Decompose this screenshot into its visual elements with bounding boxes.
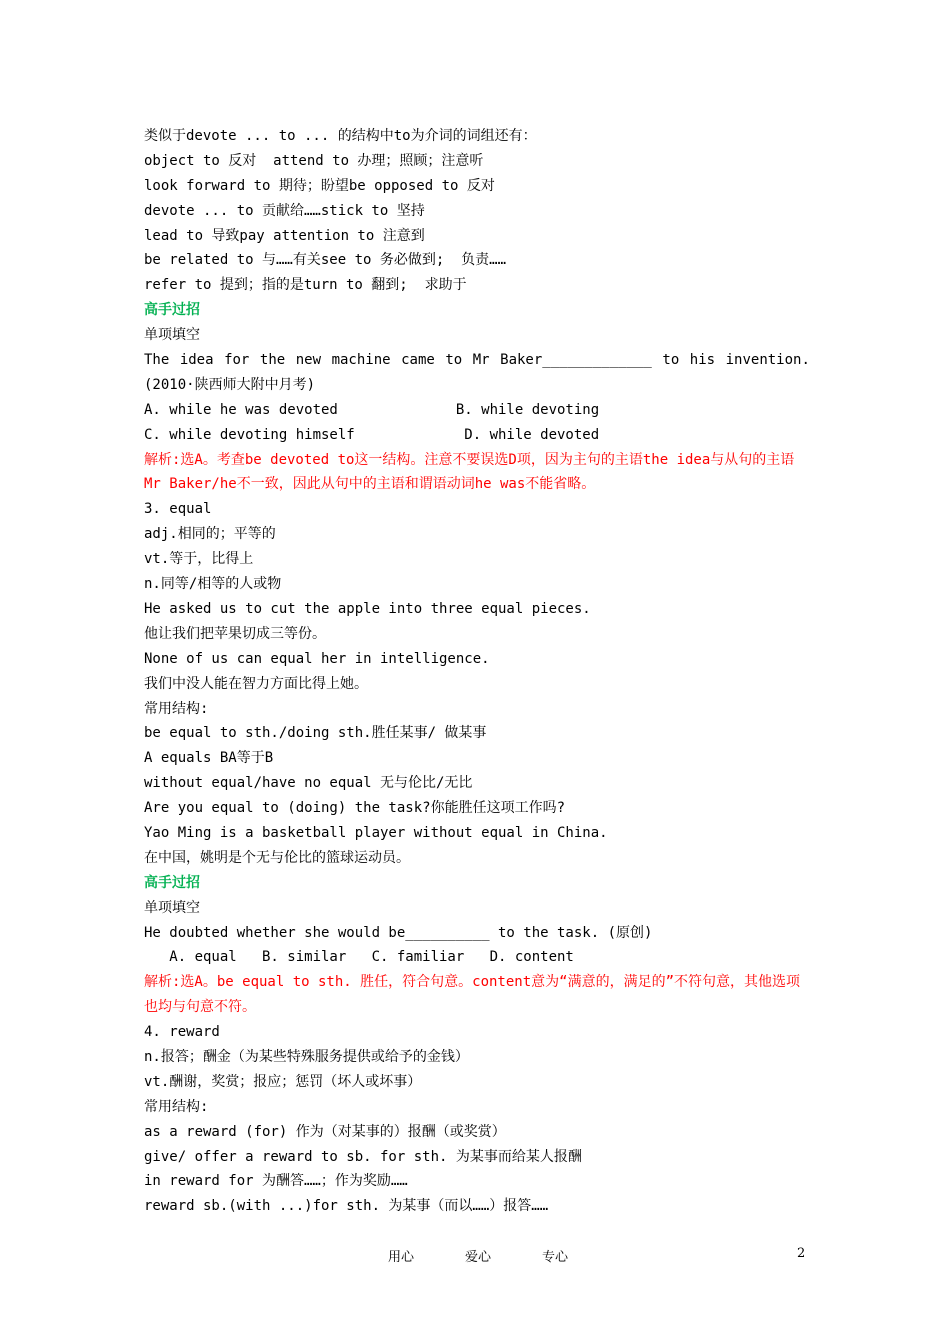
text-line: reward sb.(with ...)for sth. 为某事（而以……）报答…… [144,1198,549,1215]
text-line: A equals BA等于B [144,750,274,767]
word: Mr [472,352,490,369]
word: the [259,352,286,369]
footer-motto [388,1246,568,1265]
footer-word-3: 专心 [541,1250,568,1265]
text-line: as a reward (for) 作为（对某事的）报酬（或奖赏） [144,1123,506,1140]
section-heading: 高手过招 [144,874,200,891]
footer-word-1: 用心 [388,1250,415,1265]
text-line: Are you equal to (doing) the task?你能胜任这项工作吗? [144,800,566,817]
word: Baker_____________ [500,352,652,369]
text-line: (2010·陕西师大附中月考) [144,376,316,393]
word: new [295,352,322,369]
text-line: object to 反对 attend to 办理；照顾；注意听 [144,152,484,169]
question-text [144,348,810,373]
text-line: look forward to 期待；盼望be opposed to 反对 [144,177,495,194]
text-line: He doubted whether she would be__________ to the task. (原创) [144,924,653,941]
text-line: 他让我们把苹果切成三等份。 [144,625,326,642]
text-line: 单项填空 [144,899,200,916]
text-line: refer to 提到；指的是turn to 翻到; 求助于 [144,277,467,294]
text-line: lead to 导致pay attention to 注意到 [144,227,425,244]
text-line: vt.酬谢，奖赏；报应；惩罚（坏人或坏事） [144,1073,422,1090]
text-line: 类似于devote ... to ... 的结构中to为介词的词组还有： [144,128,537,144]
text-line: 常用结构: [144,1098,209,1115]
text-line: Yao Ming is a basketball player without equal in China. [144,824,608,841]
text-line: be related to 与……有关see to 务必做到; 负责…… [144,252,507,269]
text-line: 常用结构: [144,700,209,717]
text-line: C. while devoting himself D. while devoted [144,426,600,443]
text-line: 单项填空 [144,327,200,344]
word: machine [331,352,391,369]
text-line: 4. reward [144,1024,220,1041]
page-content [144,124,810,1219]
text-line: give/ offer a reward to sb. for sth. 为某事而给某人报酬 [144,1148,582,1165]
footer-word-2: 爱心 [464,1250,491,1265]
word: to [662,352,680,369]
text-line: n.报答；酬金（为某些特殊服务提供或给予的金钱） [144,1049,469,1066]
text-line: 我们中没人能在智力方面比得上她。 [144,675,368,692]
word: his [689,352,716,369]
text-line: A. while he was devoted B. while devoting [144,401,600,418]
word: to [445,352,463,369]
word: for [224,352,250,369]
text-line: n.同等/相等的人或物 [144,576,282,593]
text-line: None of us can equal her in intelligence. [144,650,490,667]
answer-explanation: 解析:选A。be equal to sth. 胜任，符合句意。content意为“满意的，满足的”不符句意，其他选项也均与句意不符。 [144,974,801,1016]
text-line: 3. equal [144,501,212,518]
text-line: 在中国，姚明是个无与伦比的篮球运动员。 [144,849,410,866]
text-line: A. equal B. similar C. familiar D. content [144,949,574,966]
page-number: 2 [797,1246,806,1261]
text-line: in reward for 为酬答……；作为奖励…… [144,1173,408,1190]
text-line: devote ... to 贡献给……stick to 坚持 [144,202,425,219]
word: The [144,352,170,369]
page-footer [0,1246,950,1270]
text-line: be equal to sth./doing sth.胜任某事/ 做某事 [144,725,487,742]
word: invention. [725,352,810,369]
text-line: adj.相同的；平等的 [144,526,276,543]
section-heading: 高手过招 [144,302,200,319]
text-line: without equal/have no equal 无与伦比/无比 [144,775,473,792]
word: came [401,352,435,369]
text-line: He asked us to cut the apple into three equal pieces. [144,600,591,617]
text-line: vt.等于，比得上 [144,551,254,568]
answer-explanation: 解析:选A。考查be devoted to这一结构。注意不要误选D项，因为主句的主语the idea与从句的主语Mr Baker/he不一致，因此从句中的主语和谓语动词he was不能省略。 [144,451,795,493]
word: idea [179,352,214,369]
